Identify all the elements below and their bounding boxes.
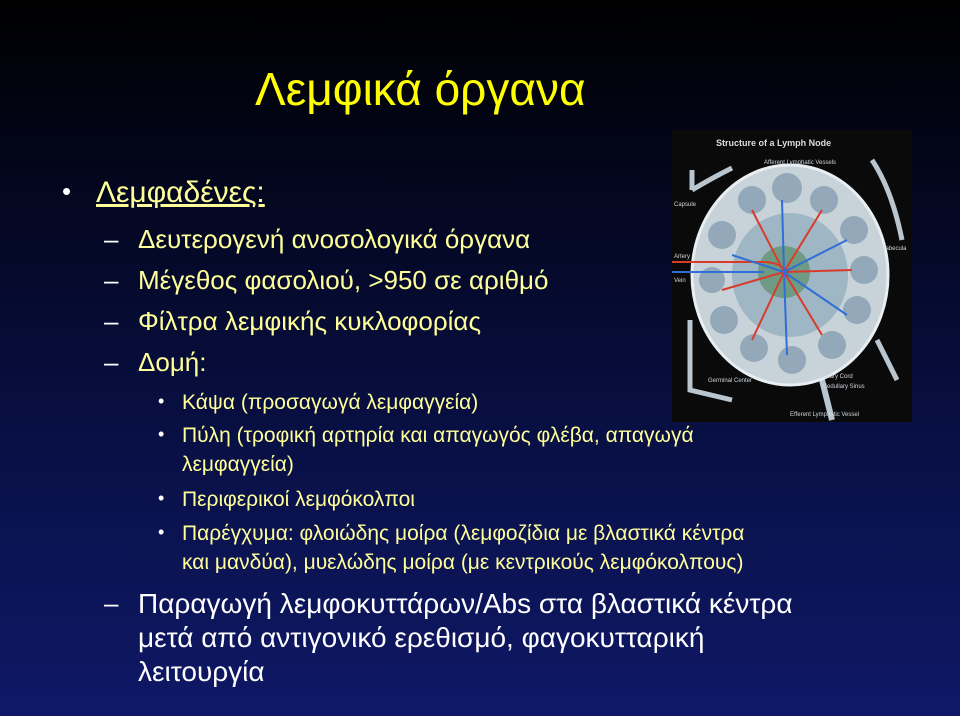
- dash-marker: –: [104, 224, 119, 254]
- heading-lymph-nodes: Λεμφαδένες:: [96, 176, 265, 209]
- bullet-dot: •: [158, 522, 165, 542]
- label-capsule: Capsule: [674, 202, 697, 208]
- label-medullary-sinus: Medullary Sinus: [822, 384, 865, 390]
- label-medullary-cord: Medullary Cord: [812, 374, 853, 380]
- label-efferent: Efferent Lymphatic Vessel: [790, 412, 860, 418]
- dash-marker: –: [104, 265, 119, 295]
- item-capsule: Κάψα (προσαγωγά λεμφαγγεία): [182, 391, 479, 414]
- lymph-node-figure: [672, 130, 912, 422]
- dash-marker: –: [104, 347, 119, 377]
- item-parenchyma-cont: και μανδύα), μυελώδης μοίρα (με κεντρικούς λεμφόκολπους): [182, 551, 744, 574]
- figure-title: Structure of a Lymph Node: [716, 138, 832, 148]
- item-sinuses: Περιφερικοί λεμφόκολποι: [182, 488, 415, 511]
- item-secondary-organs: Δευτερογενή ανοσολογικά όργανα: [138, 224, 531, 254]
- bullet-dot: •: [62, 176, 72, 206]
- item-structure: Δομή:: [138, 347, 207, 377]
- label-germinal-center: Germinal Center: [708, 378, 753, 384]
- item-filters: Φίλτρα λεμφικής κυκλοφορίας: [138, 306, 481, 336]
- bullet-dot: •: [158, 391, 165, 411]
- label-trabecula: Trabecula: [880, 246, 907, 252]
- item-size: Μέγεθος φασολιού, >950 σε αριθμό: [138, 265, 549, 295]
- bullet-dot: •: [158, 488, 165, 508]
- label-afferent: Afferent Lymphatic Vessels: [764, 160, 837, 166]
- dash-marker: –: [104, 588, 119, 618]
- bullet-dot: •: [158, 424, 165, 444]
- item-production-cont2: λειτουργία: [138, 656, 265, 687]
- lymph-node-diagram: [672, 130, 912, 422]
- item-parenchyma: Παρέγχυμα: φλοιώδης μοίρα (λεμφοζίδια με βλαστικά κέντρα: [182, 522, 745, 545]
- item-production: Παραγωγή λεμφοκυττάρων/Abs στα βλαστικά κέντρα: [138, 588, 793, 619]
- label-vein: Vein: [674, 278, 686, 284]
- dash-marker: –: [104, 306, 119, 336]
- slide-title: Λεμφικά όργανα: [255, 63, 586, 115]
- item-hilum: Πύλη (τροφική αρτηρία και απαγωγός φλέβα, απαγωγά: [182, 424, 694, 447]
- label-artery: Artery: [674, 254, 691, 260]
- item-production-cont1: μετά από αντιγονικό ερεθισμό, φαγοκυτταρική: [138, 622, 705, 653]
- item-hilum-cont: λεμφαγγεία): [182, 453, 294, 476]
